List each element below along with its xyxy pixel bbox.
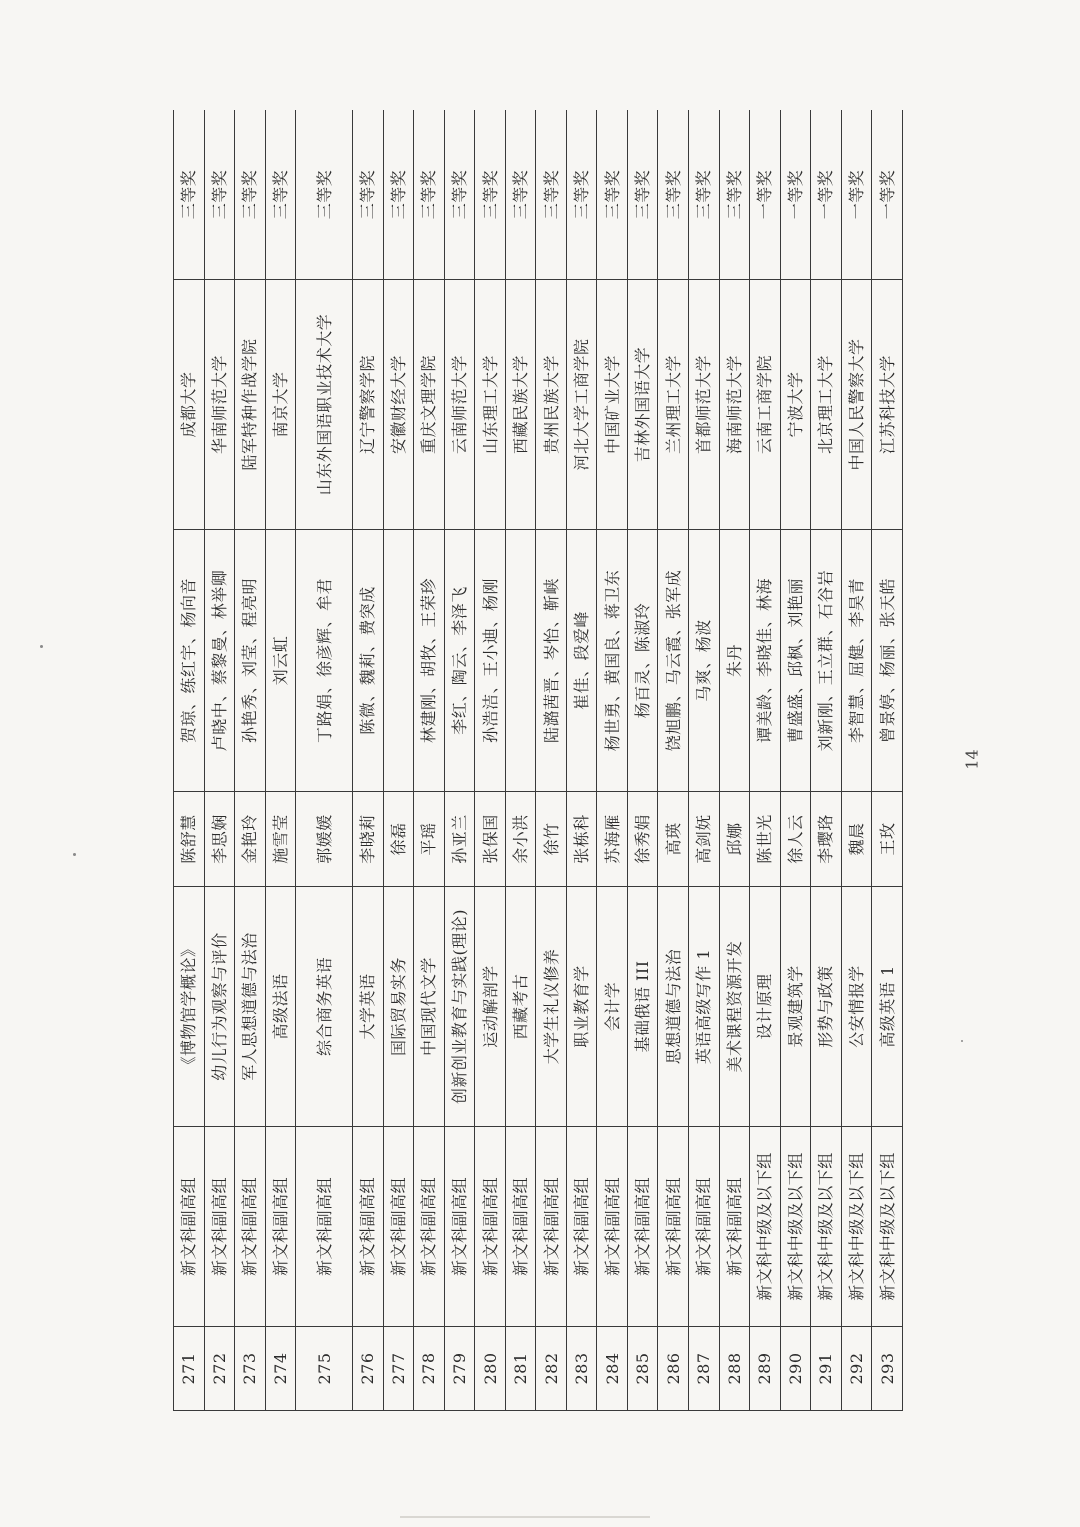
group-cell: 新文科副高组: [597, 1127, 628, 1327]
course-cell: 综合商务英语: [296, 887, 353, 1127]
table-row: [174, 110, 205, 1411]
group-cell: 新文科副高组: [627, 1127, 658, 1327]
leader-cell: 李璎珞: [811, 792, 842, 887]
group-cell: 新文科副高组: [204, 1127, 235, 1327]
group-cell: 新文科中级及以下组: [872, 1127, 903, 1327]
award-cell: 三等奖: [235, 110, 266, 280]
row-number-cell: 288: [719, 1327, 750, 1411]
award-cell: 三等奖: [444, 110, 475, 280]
group-cell: 新文科中级及以下组: [780, 1127, 811, 1327]
group-cell: 新文科副高组: [353, 1127, 384, 1327]
school-cell: 山东理工大学: [475, 280, 506, 530]
row-number-cell: 289: [750, 1327, 781, 1411]
course-cell: 中国现代文学: [414, 887, 445, 1127]
award-cell: 一等奖: [780, 110, 811, 280]
leader-cell: 张栋科: [566, 792, 597, 887]
group-cell: 新文科副高组: [235, 1127, 266, 1327]
course-cell: 公安情报学: [841, 887, 872, 1127]
table-row: [265, 110, 296, 1411]
leader-cell: 徐秀娟: [627, 792, 658, 887]
members-cell: 曹盛盛、邱枫、刘艳丽: [780, 530, 811, 792]
members-cell: 杨世勇、黄国良、蒋卫东: [597, 530, 628, 792]
table-row: [780, 110, 811, 1411]
members-cell: 李红、陶云、李泽飞: [444, 530, 475, 792]
course-cell: 景观建筑学: [780, 887, 811, 1127]
row-number-cell: 283: [566, 1327, 597, 1411]
row-number-cell: 279: [444, 1327, 475, 1411]
row-number-cell: 273: [235, 1327, 266, 1411]
award-cell: 三等奖: [719, 110, 750, 280]
course-cell: 军人思想道德与法治: [235, 887, 266, 1127]
members-cell: 林建刚、胡牧、王荣珍: [414, 530, 445, 792]
course-cell: 《博物馆学概论》: [174, 887, 205, 1127]
row-number-cell: 291: [811, 1327, 842, 1411]
award-cell: 三等奖: [505, 110, 536, 280]
award-cell: 一等奖: [750, 110, 781, 280]
scan-edge-line: [400, 1516, 650, 1518]
group-cell: 新文科副高组: [383, 1127, 414, 1327]
award-cell: 三等奖: [353, 110, 384, 280]
leader-cell: 徐磊: [383, 792, 414, 887]
leader-cell: 陈世光: [750, 792, 781, 887]
group-cell: 新文科副高组: [566, 1127, 597, 1327]
row-number-cell: 281: [505, 1327, 536, 1411]
award-cell: 三等奖: [597, 110, 628, 280]
award-cell: 三等奖: [627, 110, 658, 280]
table-row: [505, 110, 536, 1411]
leader-cell: 陈舒慧: [174, 792, 205, 887]
members-cell: 孙浩洁、王小迪、杨刚: [475, 530, 506, 792]
award-cell: 三等奖: [688, 110, 719, 280]
school-cell: 云南工商学院: [750, 280, 781, 530]
table-row: [719, 110, 750, 1411]
table-row: [475, 110, 506, 1411]
row-number-cell: 274: [265, 1327, 296, 1411]
course-cell: 会计学: [597, 887, 628, 1127]
table-row: [296, 110, 353, 1411]
table-row: [414, 110, 445, 1411]
course-cell: 设计原理: [750, 887, 781, 1127]
members-cell: 刘新刚、王立群、石谷岩: [811, 530, 842, 792]
school-cell: 海南师范大学: [719, 280, 750, 530]
row-number-cell: 276: [353, 1327, 384, 1411]
leader-cell: 王玫: [872, 792, 903, 887]
award-cell: 三等奖: [566, 110, 597, 280]
leader-cell: 李晓莉: [353, 792, 384, 887]
row-number-cell: 285: [627, 1327, 658, 1411]
school-cell: 安徽财经大学: [383, 280, 414, 530]
table-row: [627, 110, 658, 1411]
school-cell: 首都师范大学: [688, 280, 719, 530]
members-cell: 崔佳、段爱峰: [566, 530, 597, 792]
scan-speck: [961, 1040, 963, 1042]
award-cell: 一等奖: [841, 110, 872, 280]
row-number-cell: 287: [688, 1327, 719, 1411]
award-table-body: [174, 110, 903, 1411]
school-cell: 北京理工大学: [811, 280, 842, 530]
course-cell: 职业教育学: [566, 887, 597, 1127]
row-number-cell: 286: [658, 1327, 689, 1411]
leader-cell: 平瑶: [414, 792, 445, 887]
group-cell: 新文科副高组: [688, 1127, 719, 1327]
school-cell: 兰州理工大学: [658, 280, 689, 530]
leader-cell: 金艳玲: [235, 792, 266, 887]
members-cell: 贺琼、练红宇、杨向音: [174, 530, 205, 792]
school-cell: 中国人民警察大学: [841, 280, 872, 530]
row-number-cell: 280: [475, 1327, 506, 1411]
award-cell: 三等奖: [265, 110, 296, 280]
page-number: 14: [962, 749, 982, 770]
school-cell: 江苏科技大学: [872, 280, 903, 530]
group-cell: 新文科副高组: [658, 1127, 689, 1327]
award-cell: 三等奖: [658, 110, 689, 280]
school-cell: 中国矿业大学: [597, 280, 628, 530]
course-cell: 西藏考古: [505, 887, 536, 1127]
course-cell: 大学英语: [353, 887, 384, 1127]
school-cell: 辽宁警察学院: [353, 280, 384, 530]
row-number-cell: 278: [414, 1327, 445, 1411]
members-cell: 陈微、魏莉、费突成: [353, 530, 384, 792]
row-number-cell: 284: [597, 1327, 628, 1411]
group-cell: 新文科中级及以下组: [750, 1127, 781, 1327]
course-cell: 基础俄语 III: [627, 887, 658, 1127]
leader-cell: 苏海雁: [597, 792, 628, 887]
award-table-area: [173, 110, 903, 1411]
table-row: [566, 110, 597, 1411]
leader-cell: 李思娴: [204, 792, 235, 887]
leader-cell: 孙亚兰: [444, 792, 475, 887]
school-cell: 云南师范大学: [444, 280, 475, 530]
members-cell: 饶旭鹏、马云霞、张军成: [658, 530, 689, 792]
members-cell: 孙艳秀、刘莹、程亮明: [235, 530, 266, 792]
table-row: [204, 110, 235, 1411]
row-number-cell: 275: [296, 1327, 353, 1411]
leader-cell: 魏晨: [841, 792, 872, 887]
group-cell: 新文科副高组: [296, 1127, 353, 1327]
group-cell: 新文科副高组: [475, 1127, 506, 1327]
group-cell: 新文科副高组: [719, 1127, 750, 1327]
members-cell: 谭美龄、李晓佳、林海: [750, 530, 781, 792]
table-row: [750, 110, 781, 1411]
members-cell: [505, 530, 536, 792]
members-cell: 丁路娟、徐彦辉、牟君: [296, 530, 353, 792]
table-row: [811, 110, 842, 1411]
school-cell: 陆军特种作战学院: [235, 280, 266, 530]
table-row: [658, 110, 689, 1411]
table-row: [353, 110, 384, 1411]
school-cell: 贵州民族大学: [536, 280, 567, 530]
members-cell: 曾景婷、杨丽、张天皓: [872, 530, 903, 792]
table-row: [383, 110, 414, 1411]
award-cell: 三等奖: [296, 110, 353, 280]
table-row: [688, 110, 719, 1411]
award-cell: 三等奖: [174, 110, 205, 280]
group-cell: 新文科副高组: [414, 1127, 445, 1327]
course-cell: 高级法语: [265, 887, 296, 1127]
group-cell: 新文科中级及以下组: [811, 1127, 842, 1327]
members-cell: 杨百灵、陈淑玲: [627, 530, 658, 792]
school-cell: 成都大学: [174, 280, 205, 530]
leader-cell: 邱娜: [719, 792, 750, 887]
scan-speck: [40, 645, 43, 648]
row-number-cell: 292: [841, 1327, 872, 1411]
leader-cell: 郭媛媛: [296, 792, 353, 887]
school-cell: 山东外国语职业技术大学: [296, 280, 353, 530]
leader-cell: 张保国: [475, 792, 506, 887]
table-row: [235, 110, 266, 1411]
leader-cell: 徐竹: [536, 792, 567, 887]
row-number-cell: 277: [383, 1327, 414, 1411]
leader-cell: 徐人云: [780, 792, 811, 887]
group-cell: 新文科副高组: [444, 1127, 475, 1327]
group-cell: 新文科中级及以下组: [841, 1127, 872, 1327]
members-cell: 马爽、杨波: [688, 530, 719, 792]
award-cell: 三等奖: [475, 110, 506, 280]
school-cell: 重庆文理学院: [414, 280, 445, 530]
course-cell: 美术课程资源开发: [719, 887, 750, 1127]
members-cell: 陆潞茜晋、岑怡、靳峡: [536, 530, 567, 792]
course-cell: 英语高级写作 1: [688, 887, 719, 1127]
award-table: [173, 110, 903, 1411]
row-number-cell: 282: [536, 1327, 567, 1411]
school-cell: 华南师范大学: [204, 280, 235, 530]
leader-cell: 余小洪: [505, 792, 536, 887]
row-number-cell: 290: [780, 1327, 811, 1411]
group-cell: 新文科副高组: [536, 1127, 567, 1327]
group-cell: 新文科副高组: [505, 1127, 536, 1327]
award-cell: 一等奖: [811, 110, 842, 280]
course-cell: 运动解剖学: [475, 887, 506, 1127]
course-cell: 国际贸易实务: [383, 887, 414, 1127]
course-cell: 高级英语 1: [872, 887, 903, 1127]
members-cell: [383, 530, 414, 792]
table-row: [841, 110, 872, 1411]
table-row: [536, 110, 567, 1411]
table-row: [872, 110, 903, 1411]
group-cell: 新文科副高组: [265, 1127, 296, 1327]
award-cell: 三等奖: [383, 110, 414, 280]
award-cell: 一等奖: [872, 110, 903, 280]
course-cell: 创新创业教育与实践(理论): [444, 887, 475, 1127]
course-cell: 幼儿行为观察与评价: [204, 887, 235, 1127]
school-cell: 西藏民族大学: [505, 280, 536, 530]
leader-cell: 高瑛: [658, 792, 689, 887]
school-cell: 宁波大学: [780, 280, 811, 530]
members-cell: 刘云虹: [265, 530, 296, 792]
table-row: [597, 110, 628, 1411]
row-number-cell: 293: [872, 1327, 903, 1411]
leader-cell: 施雪莹: [265, 792, 296, 887]
members-cell: 卢晓中、蔡黎曼、林举卿: [204, 530, 235, 792]
group-cell: 新文科副高组: [174, 1127, 205, 1327]
table-row: [444, 110, 475, 1411]
leader-cell: 高剑妩: [688, 792, 719, 887]
course-cell: 形势与政策: [811, 887, 842, 1127]
scan-speck: [73, 853, 76, 856]
row-number-cell: 272: [204, 1327, 235, 1411]
course-cell: 大学生礼仪修养: [536, 887, 567, 1127]
members-cell: 朱丹: [719, 530, 750, 792]
course-cell: 思想道德与法治: [658, 887, 689, 1127]
award-cell: 三等奖: [204, 110, 235, 280]
school-cell: 吉林外国语大学: [627, 280, 658, 530]
school-cell: 河北大学工商学院: [566, 280, 597, 530]
award-cell: 三等奖: [414, 110, 445, 280]
members-cell: 李智慧、屈健、李昊青: [841, 530, 872, 792]
row-number-cell: 271: [174, 1327, 205, 1411]
school-cell: 南京大学: [265, 280, 296, 530]
award-cell: 三等奖: [536, 110, 567, 280]
